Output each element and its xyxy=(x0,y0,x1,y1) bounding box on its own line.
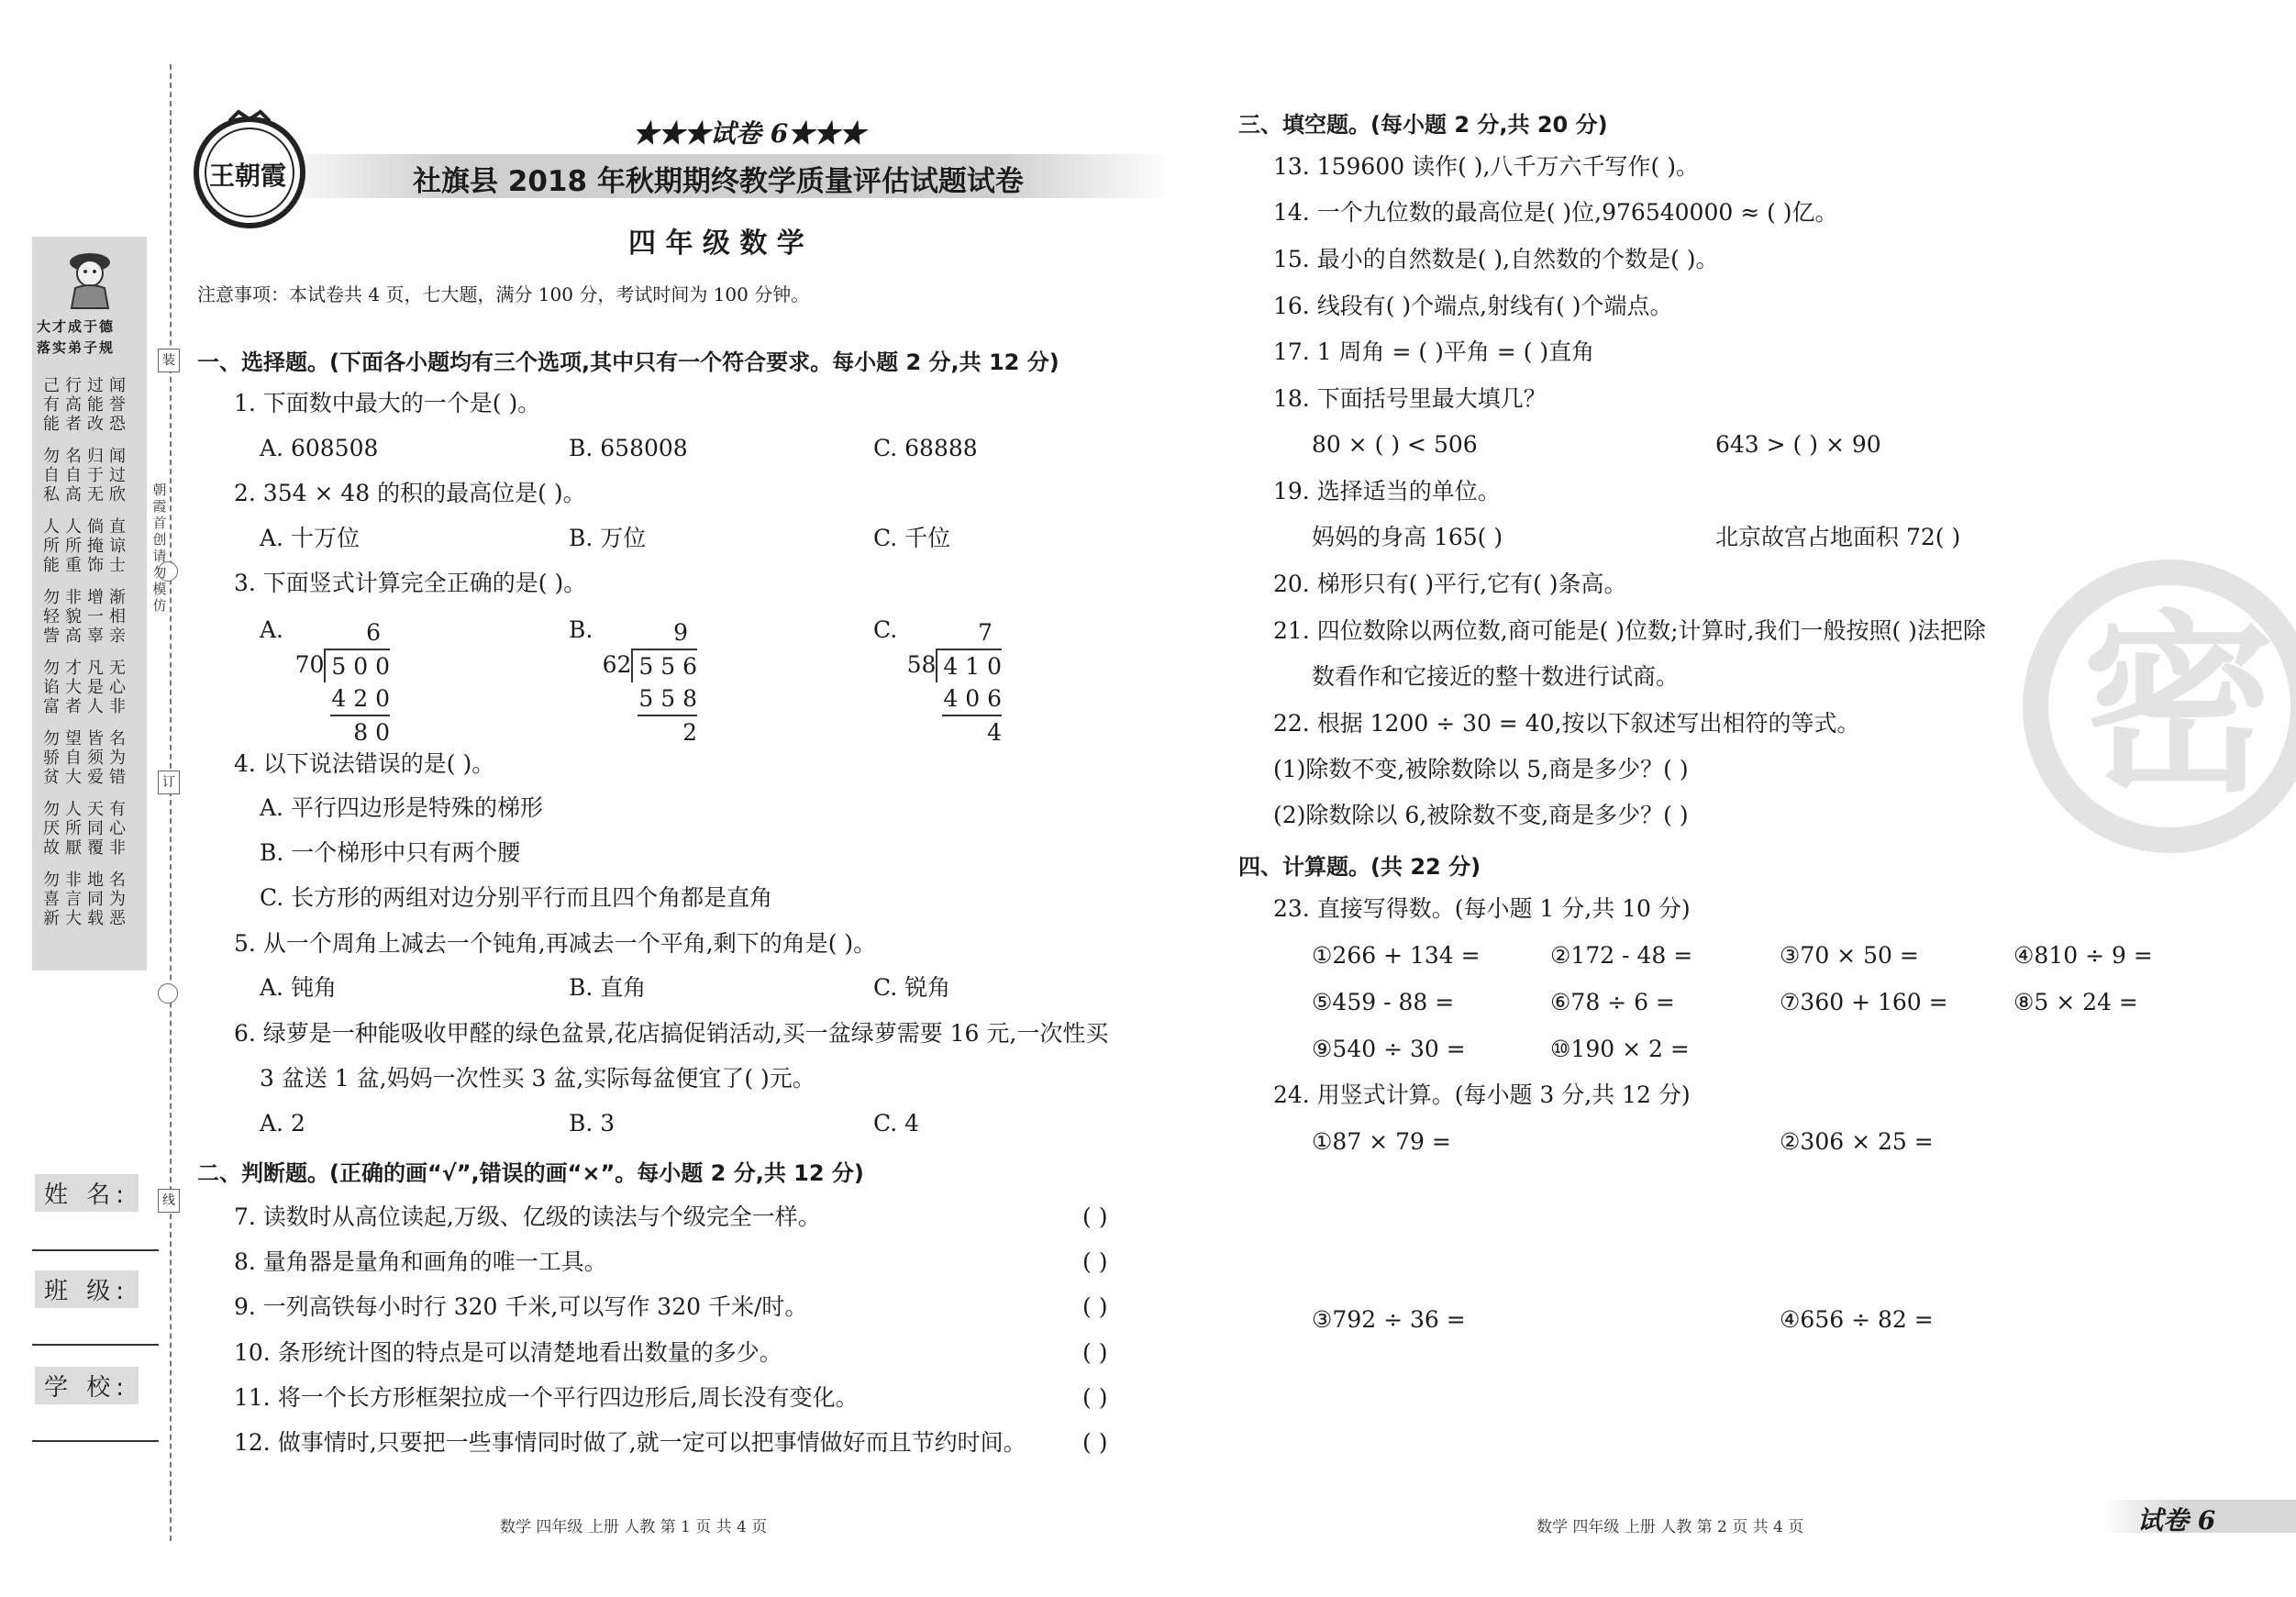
q4-option-b[interactable]: B. 一个梯形中只有两个腰 xyxy=(260,839,521,866)
proverb-block xyxy=(37,800,138,858)
q23-item[interactable]: ④810 ÷ 9 = xyxy=(2013,942,2153,969)
proverb-line: 勿人天有 xyxy=(43,800,131,819)
q24-item-3[interactable]: ③792 ÷ 36 = xyxy=(1312,1306,1466,1333)
q1-text: 1. 下面数中最大的一个是( )。 xyxy=(234,390,541,416)
division-b-divisor: 62 xyxy=(602,651,632,678)
proverb-line: 私高无欣 xyxy=(43,485,131,505)
q24-item-1[interactable]: ①87 × 79 = xyxy=(1312,1128,1451,1155)
q21-text-line1: 21. 四位数除以两位数,商可能是( )位数;计算时,我们一般按照( )法把除 xyxy=(1273,617,1986,644)
proverb-block xyxy=(37,659,138,716)
q6-text-line2: 3 盆送 1 盆,妈妈一次性买 3 盆,实际每盆便宜了( )元。 xyxy=(260,1065,815,1092)
q2-option-b[interactable]: B. 万位 xyxy=(569,525,647,551)
stamp-character: 密 xyxy=(2081,593,2275,818)
division-c-quotient: 7 xyxy=(978,619,993,646)
proverb-line: 新大载恶 xyxy=(43,909,131,928)
q19-text: 19. 选择适当的单位。 xyxy=(1273,478,1501,505)
q2-text: 2. 354 × 48 的积的最高位是( )。 xyxy=(234,480,586,506)
vertical-note: 朝霞首创 请勿模仿 xyxy=(152,482,167,614)
class-line[interactable] xyxy=(32,1344,159,1346)
q16-text: 16. 线段有( )个端点,射线有( )个端点。 xyxy=(1273,293,1673,319)
section4-heading: 四、计算题。(共 22 分) xyxy=(1238,854,1481,880)
proverb-block xyxy=(37,729,138,787)
page-title: 社旗县 2018 年秋期期终教学质量评估试题试卷 xyxy=(413,165,1024,198)
q6-text-line1: 6. 绿萝是一种能吸收甲醛的绿色盆景,花店搞促销活动,买一盆绿萝需要 16 元,一次性买 xyxy=(234,1020,1109,1047)
proverb-line: 勿非增渐 xyxy=(43,588,131,607)
q14-text: 14. 一个九位数的最高位是( )位,976540000 ≈ ( )亿。 xyxy=(1273,199,1838,226)
proverb-line: 有高能誉 xyxy=(43,395,131,415)
cut-circle-2 xyxy=(158,983,178,1004)
proverb-line: 故厭覆非 xyxy=(43,838,131,858)
q23-text: 23. 直接写得数。(每小题 1 分,共 10 分) xyxy=(1273,895,1691,922)
proverb-line: 勿望皆名 xyxy=(43,729,131,749)
q3-label-c[interactable]: C. xyxy=(873,616,898,643)
q13-text: 13. 159600 读作( ),八千万六千写作( )。 xyxy=(1273,153,1699,180)
q1-option-b[interactable]: B. 658008 xyxy=(569,435,688,461)
proverb-line: 喜言同为 xyxy=(43,890,131,909)
sidebar-proverbs xyxy=(37,376,138,941)
notice-text: 注意事项：本试卷共 4 页，七大题，满分 100 分，考试时间为 100 分钟。 xyxy=(197,283,810,305)
q5-option-b[interactable]: B. 直角 xyxy=(569,974,647,1001)
judgment-answer-blank[interactable]: ( ) xyxy=(1082,1293,1108,1320)
q23-item[interactable]: ①266 + 134 = xyxy=(1312,942,1481,969)
sidebar-motto-1: 大才成于德 xyxy=(37,318,116,335)
q22a-text: (1)除数不变,被除数除以 5,商是多少？( ) xyxy=(1273,756,1689,782)
section3-heading: 三、填空题。(每小题 2 分,共 20 分) xyxy=(1238,112,1608,138)
q23-item[interactable]: ③70 × 50 = xyxy=(1780,942,1919,969)
q3-label-a[interactable]: A. xyxy=(260,616,284,643)
q5-option-a[interactable]: A. 钝角 xyxy=(260,974,337,1001)
cut-mark-3: 线 xyxy=(158,1189,180,1213)
proverb-block xyxy=(37,447,138,505)
q1-option-c[interactable]: C. 68888 xyxy=(873,435,978,461)
q19b-text: 北京故宫占地面积 72( ) xyxy=(1715,524,1961,550)
proverb-block xyxy=(37,517,138,575)
proverb-line: 谄大是心 xyxy=(43,678,131,697)
division-c-divisor: 58 xyxy=(906,651,937,678)
proverb-line: 厌所同心 xyxy=(43,819,131,838)
proverb-line: 富者人非 xyxy=(43,697,131,716)
footer-tag: 试卷 6 xyxy=(2137,1505,2216,1536)
proverb-line: 轻貌一相 xyxy=(43,607,131,627)
division-c-dividend: 4 1 0 xyxy=(936,649,1002,682)
division-c-product: 4 0 6 xyxy=(943,685,1002,712)
name-label: 姓 名: xyxy=(35,1174,139,1212)
judgment-item: 7. 读数时从高位读起,万级、亿级的读法与个级完全一样。 xyxy=(234,1203,821,1230)
q6-option-a[interactable]: A. 2 xyxy=(260,1110,305,1137)
cut-mark-2: 订 xyxy=(158,771,180,794)
proverb-line: 勿名归闻 xyxy=(43,447,131,466)
proverb-line: 勿非地名 xyxy=(43,871,131,890)
footer-right: 数学 四年级 上册 人教 第 2 页 共 4 页 xyxy=(1536,1518,1804,1536)
division-a-quotient: 6 xyxy=(366,619,381,646)
division-a xyxy=(289,616,390,749)
proverb-line: 能者改恐 xyxy=(43,415,131,434)
division-b-dividend: 5 5 6 xyxy=(631,649,697,682)
judgment-item: 9. 一列高铁每小时行 320 千米,可以写作 320 千米/时。 xyxy=(234,1293,808,1320)
proverb-block xyxy=(37,376,138,434)
q6-option-c[interactable]: C. 4 xyxy=(873,1110,920,1137)
division-c xyxy=(901,616,1002,749)
q21-text-line2: 数看作和它接近的整十数进行试商。 xyxy=(1312,663,1680,690)
division-b xyxy=(596,616,697,749)
class-label: 班 级: xyxy=(35,1270,139,1308)
q23-item[interactable]: ②172 - 48 = xyxy=(1550,942,1693,969)
q15-text: 15. 最小的自然数是( ),自然数的个数是( )。 xyxy=(1273,246,1719,272)
judgment-answer-blank[interactable]: ( ) xyxy=(1082,1384,1108,1411)
school-line[interactable] xyxy=(32,1440,159,1442)
judgment-item: 12. 做事情时,只要把一些事情同时做了,就一定可以把事情做好而且节约时间。 xyxy=(234,1429,1026,1456)
division-c-remainder: 4 xyxy=(987,719,1002,746)
proverb-line: 自自于过 xyxy=(43,466,131,485)
judgment-item: 11. 将一个长方形框架拉成一个平行四边形后,周长没有变化。 xyxy=(234,1384,859,1411)
q23-item[interactable]: ⑧5 × 24 = xyxy=(2013,989,2138,1015)
page-subtitle: 四 年 级 数 学 xyxy=(628,227,804,260)
proverb-block xyxy=(37,588,138,646)
name-line[interactable] xyxy=(32,1249,159,1251)
q24-text: 24. 用竖式计算。(每小题 3 分,共 12 分) xyxy=(1273,1081,1691,1108)
proverb-block xyxy=(37,871,138,928)
q4-text: 4. 以下说法错误的是( )。 xyxy=(234,750,495,777)
q4-option-a[interactable]: A. 平行四边形是特殊的梯形 xyxy=(260,794,543,821)
proverb-line: 所所掩谅 xyxy=(43,537,131,556)
division-a-divisor: 70 xyxy=(294,651,325,678)
q2-option-a[interactable]: A. 十万位 xyxy=(260,525,360,551)
q24-item-2[interactable]: ②306 × 25 = xyxy=(1780,1128,1934,1155)
q18-text: 18. 下面括号里最大填几？ xyxy=(1273,385,1547,412)
judgment-answer-blank[interactable]: ( ) xyxy=(1082,1429,1108,1456)
proverb-line: 贫大爱错 xyxy=(43,768,131,787)
q24-item-4[interactable]: ④656 ÷ 82 = xyxy=(1780,1306,1934,1333)
mascot-icon xyxy=(53,246,127,310)
section2-heading: 二、判断题。(正确的画“√”,错误的画“×”。每小题 2 分,共 12 分) xyxy=(197,1160,864,1186)
division-b-quotient: 9 xyxy=(673,619,688,646)
sidebar-motto-2: 落实弟子规 xyxy=(37,339,116,356)
school-label: 学 校: xyxy=(35,1367,139,1404)
q18b-text: 643 > ( ) × 90 xyxy=(1715,431,1881,458)
q23-item[interactable]: ⑩190 × 2 = xyxy=(1550,1036,1690,1062)
division-a-product: 4 2 0 xyxy=(331,685,390,712)
q1-option-a[interactable]: A. 608508 xyxy=(260,435,379,461)
judgment-item: 10. 条形统计图的特点是可以清楚地看出数量的多少。 xyxy=(234,1339,782,1366)
division-a-dividend: 5 0 0 xyxy=(324,649,390,682)
proverb-line: 己行过闻 xyxy=(43,376,131,395)
judgment-answer-blank[interactable]: ( ) xyxy=(1082,1248,1108,1275)
proverb-line: 訾高辜亲 xyxy=(43,627,131,646)
q3-label-b[interactable]: B. xyxy=(569,616,593,643)
q18a-text: 80 × ( ) < 506 xyxy=(1312,431,1478,458)
q2-option-c[interactable]: C. 千位 xyxy=(873,525,951,551)
q17-text: 17. 1 周角 = ( )平角 = ( )直角 xyxy=(1273,338,1595,365)
judgment-item: 8. 量角器是量角和画角的唯一工具。 xyxy=(234,1248,607,1275)
q6-option-b[interactable]: B. 3 xyxy=(569,1110,616,1137)
division-b-product: 5 5 8 xyxy=(638,685,697,712)
proverb-line: 能重饰士 xyxy=(43,556,131,575)
paper-badge: ★★★试卷 6★★★ xyxy=(633,118,866,149)
q19a-text: 妈妈的身高 165( ) xyxy=(1312,524,1503,550)
division-b-remainder: 2 xyxy=(682,719,697,746)
cut-line xyxy=(170,64,172,1541)
logo-text: 王朝霞 xyxy=(209,161,287,191)
q5-text: 5. 从一个周角上减去一个钝角,再减去一个平角,剩下的角是( )。 xyxy=(234,930,877,957)
proverb-line: 人人倘直 xyxy=(43,517,131,537)
q4-option-c[interactable]: C. 长方形的两组对边分别平行而且四个角都是直角 xyxy=(260,884,773,911)
section1-heading: 一、选择题。(下面各小题均有三个选项,其中只有一个符合要求。每小题 2 分,共 12 分) xyxy=(197,349,1059,375)
q23-item[interactable]: ⑥78 ÷ 6 = xyxy=(1550,989,1675,1015)
footer-left: 数学 四年级 上册 人教 第 1 页 共 4 页 xyxy=(500,1518,768,1536)
q22-text: 22. 根据 1200 ÷ 30 = 40,按以下叙述写出相符的等式。 xyxy=(1273,710,1860,737)
q23-item[interactable]: ⑨540 ÷ 30 = xyxy=(1312,1036,1466,1062)
judgment-answer-blank[interactable]: ( ) xyxy=(1082,1203,1108,1230)
q5-option-c[interactable]: C. 锐角 xyxy=(873,974,951,1001)
proverb-line: 骄自须为 xyxy=(43,749,131,768)
q23-item[interactable]: ⑦360 + 160 = xyxy=(1780,989,1948,1015)
q3-text: 3. 下面竖式计算完全正确的是( )。 xyxy=(234,570,587,596)
judgment-answer-blank[interactable]: ( ) xyxy=(1082,1339,1108,1366)
division-a-remainder: 8 0 xyxy=(353,719,390,746)
q20-text: 20. 梯形只有( )平行,它有( )条高。 xyxy=(1273,571,1627,597)
cut-mark-1: 装 xyxy=(158,349,180,372)
proverb-line: 勿才凡无 xyxy=(43,659,131,678)
q23-item[interactable]: ⑤459 - 88 = xyxy=(1312,989,1455,1015)
q22b-text: (2)除数除以 6,被除数不变,商是多少？( ) xyxy=(1273,802,1689,828)
